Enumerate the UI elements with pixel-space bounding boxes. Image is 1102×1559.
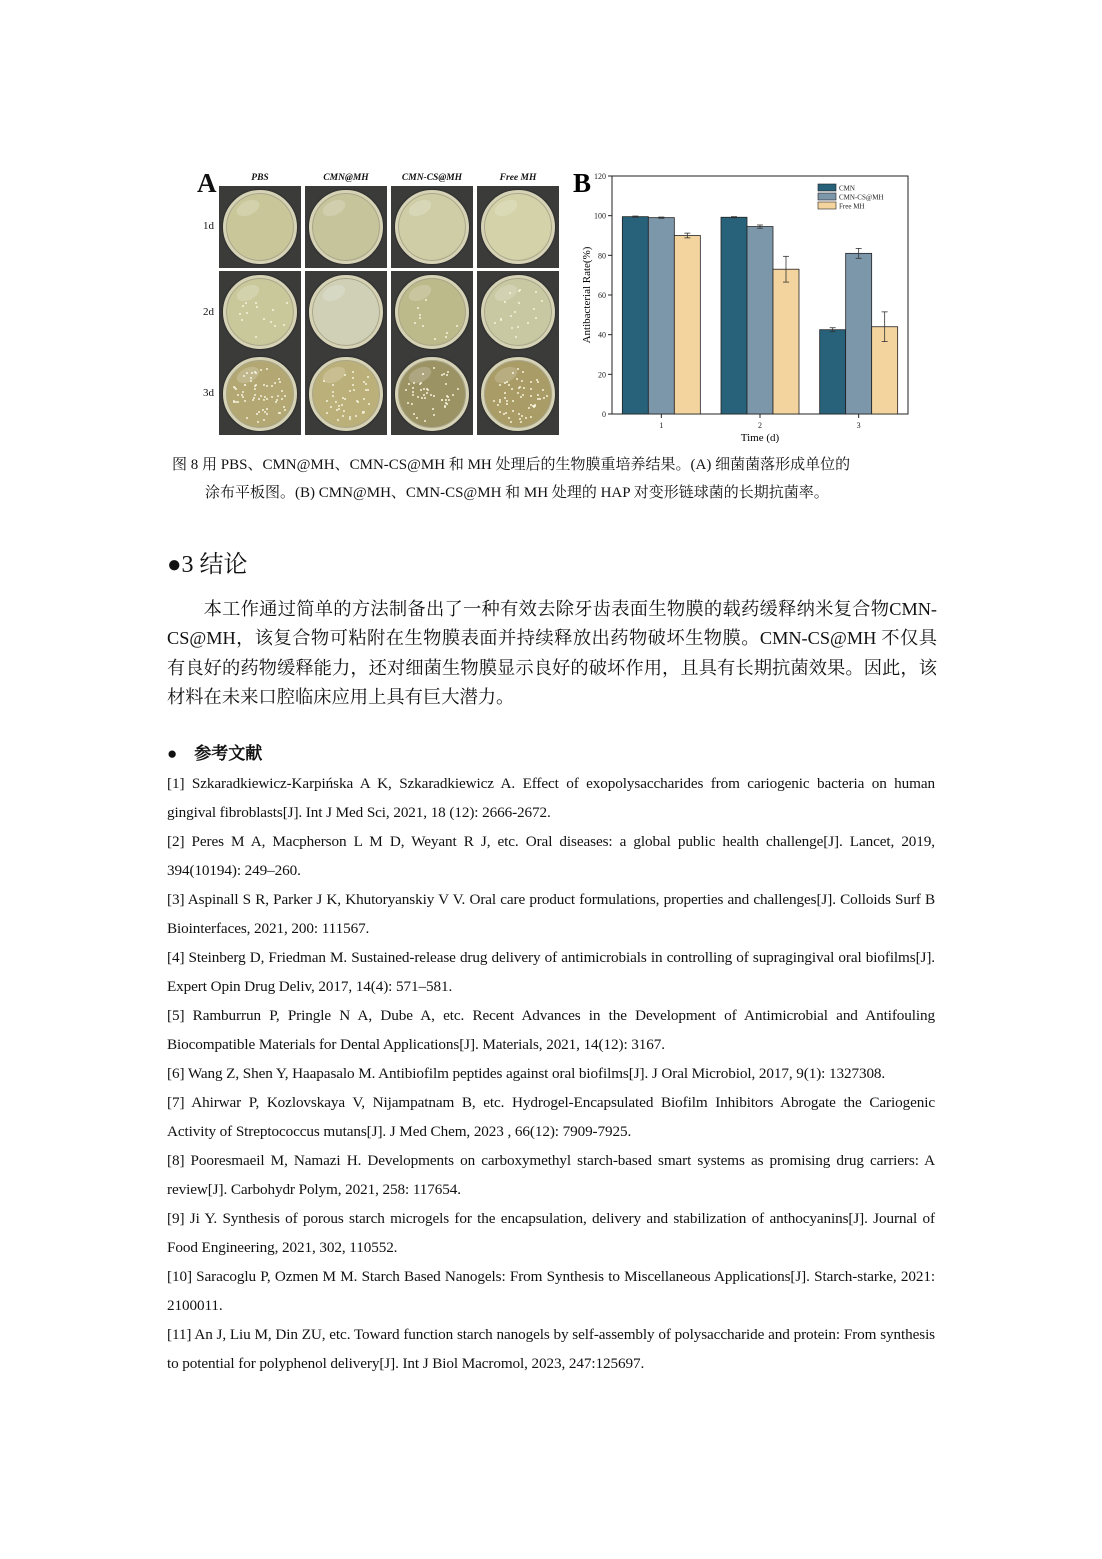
bacterial-colony: [255, 302, 257, 304]
bacterial-colony: [255, 384, 257, 386]
bacterial-colony: [433, 367, 435, 369]
bacterial-colony: [278, 378, 280, 380]
bacterial-colony: [506, 381, 508, 383]
bacterial-colony: [266, 385, 268, 387]
bacterial-colony: [263, 384, 265, 386]
bacterial-colony: [344, 374, 346, 376]
bacterial-colony: [521, 415, 523, 417]
row-label-3d: 3d: [203, 387, 214, 399]
reference-item: [3] Aspinall S R, Parker J K, Khutoryanskiy V V. Oral care product formulations, properties and challenges[J]. Colloids Surf B Biointerfaces, 2021, 200: 111567.: [167, 891, 935, 937]
bacterial-colony: [242, 396, 244, 398]
bacterial-colony: [263, 318, 265, 320]
bacterial-colony: [422, 325, 424, 327]
bar: [648, 218, 674, 414]
bacterial-colony: [433, 414, 435, 416]
petri-dish-image: [391, 186, 473, 268]
row-label-1d: 1d: [203, 220, 214, 232]
conclusion-paragraph: 本工作通过简单的方法制备出了一种有效去除牙齿表面生物膜的载药缓释纳米复合物CMN-CS@MH，该复合物可粘附在生物膜表面并持续释放出药物破坏生物膜。CMN-CS@MH 不仅具有良好的药物缓释能力，还对细菌生物膜显示良好的破坏作用，且具有长期抗菌效果。因此，该材料在未来口腔临床应用上具有巨大潜力。: [167, 599, 937, 707]
bacterial-colony: [411, 403, 413, 405]
y-tick-label: 120: [594, 172, 606, 181]
legend-label: Free MH: [839, 202, 865, 211]
column-label-cmn-mh: CMN@MH: [323, 173, 369, 183]
bacterial-colony: [407, 402, 409, 404]
references-heading: ● 参考文献: [167, 744, 263, 763]
bacterial-colony: [416, 417, 418, 419]
bacterial-colony: [352, 371, 354, 373]
reference-item: [4] Steinberg D, Friedman M. Sustained-release drug delivery of antimicrobials in controlling of supragingival oral biofilms[J]. Expert Opin Drug Deliv, 2017, 14(4): 571–581.: [167, 949, 935, 995]
figure-panel-a: [197, 168, 559, 436]
bacterial-colony: [279, 412, 281, 414]
bacterial-colony: [337, 419, 339, 421]
bacterial-colony: [260, 395, 262, 397]
bacterial-colony: [246, 312, 248, 314]
bacterial-colony: [262, 409, 264, 411]
x-tick-label: 1: [659, 421, 664, 430]
bacterial-colony: [408, 383, 410, 385]
bacterial-colony: [266, 413, 268, 415]
bacterial-colony: [284, 409, 286, 411]
bacterial-colony: [417, 307, 419, 309]
bacterial-colony: [256, 413, 258, 415]
bacterial-colony: [419, 317, 421, 319]
bacterial-colony: [446, 395, 448, 397]
bacterial-colony: [413, 382, 415, 384]
bacterial-colony: [510, 421, 512, 423]
petri-dish: [309, 275, 383, 349]
bacterial-colony: [457, 388, 459, 390]
bacterial-colony: [494, 322, 496, 324]
bacterial-colony: [445, 399, 447, 401]
bacterial-colony: [251, 372, 253, 374]
petri-dish-grid: [219, 186, 559, 436]
bacterial-colony: [254, 371, 256, 373]
bacterial-colony: [413, 413, 415, 415]
bacterial-colony: [250, 380, 252, 382]
petri-dish-image: [477, 353, 559, 435]
bacterial-colony: [445, 383, 447, 385]
bacterial-colony: [363, 381, 365, 383]
bacterial-colony: [246, 372, 248, 374]
bacterial-colony: [353, 389, 355, 391]
bacterial-colony: [241, 394, 243, 396]
bacterial-colony: [341, 404, 343, 406]
bacterial-colony: [504, 397, 506, 399]
bacterial-colony: [326, 412, 328, 414]
bacterial-colony: [517, 368, 519, 370]
bacterial-colony: [412, 387, 414, 389]
bacterial-colony: [255, 336, 257, 338]
bacterial-colony: [521, 380, 523, 382]
bacterial-colony: [446, 403, 448, 405]
bacterial-colony: [533, 308, 535, 310]
bacterial-colony: [342, 415, 344, 417]
petri-dish-image: [219, 186, 301, 268]
bacterial-colony: [277, 395, 279, 397]
bacterial-colony: [245, 302, 247, 304]
row-label-2d: 2d: [203, 306, 214, 318]
bacterial-colony: [323, 380, 325, 382]
bacterial-colony: [412, 391, 414, 393]
bacterial-colony: [512, 410, 514, 412]
bacterial-colony: [271, 385, 273, 387]
bacterial-colony: [243, 375, 245, 377]
reference-item: [9] Ji Y. Synthesis of porous starch microgels for the encapsulation, delivery and stabilization of anthocyanins[J]. Journal of Food Engineering, 2021, 302, 110552.: [167, 1210, 935, 1256]
bacterial-colony: [414, 322, 416, 324]
petri-dish-image: [219, 271, 301, 353]
bacterial-colony: [272, 309, 274, 311]
bacterial-colony: [349, 390, 351, 392]
bacterial-colony: [512, 400, 514, 402]
bacterial-colony: [444, 405, 446, 407]
bacterial-colony: [508, 417, 510, 419]
legend-label: CMN: [839, 184, 855, 193]
bar: [747, 227, 773, 414]
petri-dish-image: [391, 353, 473, 435]
bacterial-colony: [516, 378, 518, 380]
bacterial-colony: [330, 406, 332, 408]
bacterial-colony: [363, 398, 365, 400]
bacterial-colony: [493, 400, 495, 402]
bar: [674, 236, 700, 415]
bacterial-colony: [255, 372, 257, 374]
bacterial-colony: [522, 371, 524, 373]
bacterial-colony: [508, 384, 510, 386]
bacterial-colony: [417, 396, 419, 398]
bacterial-colony: [523, 387, 525, 389]
bacterial-colony: [537, 381, 539, 383]
reference-item: [6] Wang Z, Shen Y, Haapasalo M. Antibiofilm peptides against oral biofilms[J]. J Oral Microbiol, 2017, 9(1): 1327308.: [167, 1065, 886, 1082]
bacterial-colony: [517, 326, 519, 328]
bacterial-colony: [332, 384, 334, 386]
bacterial-colony: [367, 376, 369, 378]
bacterial-colony: [256, 306, 258, 308]
bacterial-colony: [541, 300, 543, 302]
figure-panel-b-chart: [560, 168, 920, 450]
bacterial-colony: [519, 418, 521, 420]
petri-dish: [395, 357, 469, 431]
bacterial-colony: [349, 416, 351, 418]
bacterial-colony: [434, 338, 436, 340]
bacterial-colony: [505, 412, 507, 414]
petri-dish: [395, 190, 469, 264]
petri-dish: [309, 190, 383, 264]
bacterial-colony: [266, 408, 268, 410]
bacterial-colony: [343, 410, 345, 412]
bacterial-colony: [432, 408, 434, 410]
bacterial-colony: [530, 395, 532, 397]
petri-dish: [223, 357, 297, 431]
bacterial-colony: [253, 397, 255, 399]
y-tick-label: 60: [598, 291, 606, 300]
figure-caption-line-2: 涂布平板图。(B) CMN@MH、CMN-CS@MH 和 MH 处理的 HAP 对变形链球菌的长期抗菌率。: [205, 485, 829, 501]
bar: [773, 269, 799, 414]
petri-dish-image: [219, 353, 301, 435]
bacterial-colony: [522, 394, 524, 396]
x-tick-label: 2: [758, 421, 762, 430]
column-label-cmn-cs-mh: CMN-CS@MH: [401, 173, 463, 183]
petri-dish: [481, 190, 555, 264]
bacterial-colony: [500, 318, 502, 320]
petri-dish-image: [305, 353, 387, 435]
bacterial-colony: [338, 408, 340, 410]
bacterial-colony: [237, 401, 239, 403]
bacterial-colony: [530, 416, 532, 418]
petri-dish: [223, 190, 297, 264]
bar: [820, 330, 846, 414]
bacterial-colony: [520, 421, 522, 423]
reference-item: [7] Ahirwar P, Kozlovskaya V, Nijampatnam B, etc. Hydrogel-Encapsulated Biofilm Inhibitors Abrogate the Cariogenic Activity of Streptococcus mutans[J]. J Med Chem, 2023 , 66(12): 7909-7925.: [167, 1094, 935, 1140]
bacterial-colony: [260, 369, 262, 371]
bacterial-colony: [514, 311, 516, 313]
legend-swatch: [818, 193, 836, 200]
bacterial-colony: [266, 398, 268, 400]
bacterial-colony: [456, 325, 458, 327]
bacterial-colony: [421, 397, 423, 399]
petri-dish-image: [305, 186, 387, 268]
reference-item: [8] Pooresmaeil M, Namazi H. Developments on carboxymethyl starch-based smart systems as promising drug carriers: A review[J]. Carbohydr Polym, 2021, 258: 117654.: [167, 1152, 935, 1198]
bar: [846, 253, 872, 414]
petri-dish: [223, 275, 297, 349]
bacterial-colony: [447, 371, 449, 373]
bacterial-colony: [367, 389, 369, 391]
bacterial-colony: [420, 389, 422, 391]
petri-dish: [309, 357, 383, 431]
legend-swatch: [818, 184, 836, 191]
bacterial-colony: [263, 419, 265, 421]
x-axis-label: Time (d): [740, 432, 780, 444]
bacterial-colony: [518, 290, 520, 292]
petri-dish: [395, 275, 469, 349]
reference-item: [5] Ramburrun P, Pringle N A, Dube A, etc. Recent Advances in the Development of Antimicrobial and Antifouling Biocompatible Materials for Dental Applications[J]. Materials, 2021, 14(12): 3167.: [167, 1007, 935, 1053]
bacterial-colony: [546, 395, 548, 397]
bacterial-colony: [352, 384, 354, 386]
bacterial-colony: [517, 392, 519, 394]
bacterial-colony: [446, 374, 448, 376]
y-tick-label: 80: [598, 251, 606, 261]
bacterial-colony: [271, 396, 273, 398]
bacterial-colony: [424, 397, 426, 399]
bacterial-colony: [543, 397, 545, 399]
column-label-free-mh: Free MH: [499, 173, 537, 183]
bacterial-colony: [365, 383, 367, 385]
panel-a-letter: A: [197, 168, 217, 198]
bacterial-colony: [405, 389, 407, 391]
y-tick-label: 100: [594, 211, 606, 221]
bacterial-colony: [283, 324, 285, 326]
x-tick-label: 3: [856, 421, 861, 430]
petri-dish: [481, 357, 555, 431]
bacterial-colony: [326, 400, 328, 402]
section-heading: ●3 结论: [167, 552, 248, 578]
bacterial-colony: [412, 394, 414, 396]
bacterial-colony: [241, 319, 243, 321]
bacterial-colony: [332, 395, 334, 397]
bacterial-colony: [254, 394, 256, 396]
y-axis-label: Antibacterial Rate(%): [581, 246, 593, 344]
bacterial-colony: [338, 405, 340, 407]
bacterial-colony: [281, 398, 283, 400]
bacterial-colony: [264, 396, 266, 398]
reference-item: [2] Peres M A, Macpherson L M D, Weyant R J, etc. Oral diseases: a global public health challenge[J]. Lancet, 2019, 394(10194): 249–260.: [167, 833, 935, 879]
bacterial-colony: [244, 384, 246, 386]
petri-dish-image: [391, 271, 473, 353]
bacterial-colony: [368, 403, 370, 405]
bacterial-colony: [530, 388, 532, 390]
bacterial-colony: [519, 386, 521, 388]
bacterial-colony: [520, 396, 522, 398]
petri-dish-image: [305, 271, 387, 353]
bacterial-colony: [233, 400, 235, 402]
bacterial-colony: [237, 394, 239, 396]
bacterial-colony: [355, 415, 357, 417]
bacterial-colony: [258, 411, 260, 413]
legend-swatch: [818, 202, 836, 209]
bacterial-colony: [518, 302, 520, 304]
bacterial-colony: [420, 382, 422, 384]
bacterial-colony: [537, 394, 539, 396]
petri-dish-image: [477, 186, 559, 268]
bacterial-colony: [242, 305, 244, 307]
bacterial-colony: [535, 291, 537, 293]
bacterial-colony: [528, 407, 530, 409]
bacterial-colony: [504, 392, 506, 394]
bacterial-colony: [445, 336, 447, 338]
reference-item: [10] Saracoglu P, Ozmen M M. Starch Based Nanogels: From Synthesis to Miscellaneous Applications[J]. Starch-starke, 2021: 2100011.: [167, 1268, 935, 1314]
bacterial-colony: [423, 388, 425, 390]
bacterial-colony: [274, 382, 276, 384]
reference-item: [11] An J, Liu M, Din ZU, etc. Toward function starch nanogels by self-assembly of polysaccharide and protein: From synthesis to potential for polyphenol delivery[J]. Int J Biol Macromol, 2023, 247:125697.: [167, 1326, 935, 1372]
bacterial-colony: [266, 368, 268, 370]
bacterial-colony: [357, 401, 359, 403]
bacterial-colony: [252, 399, 254, 401]
bacterial-colony: [335, 401, 337, 403]
bacterial-colony: [270, 321, 272, 323]
reference-item: [1] Szkaradkiewicz-Karpińska A K, Szkaradkiewicz A. Effect of exopolysaccharides from cariogenic bacteria on human gingival fibroblasts[J]. Int J Med Sci, 2021, 18 (12): 2666-2672.: [167, 775, 935, 821]
bacterial-colony: [542, 389, 544, 391]
bacterial-colony: [499, 384, 501, 386]
bacterial-colony: [499, 401, 501, 403]
bacterial-colony: [515, 336, 517, 338]
bacterial-colony: [511, 327, 513, 329]
bacterial-colony: [422, 373, 424, 375]
bacterial-colony: [443, 373, 445, 375]
figure-caption-line-1: 图 8 用 PBS、CMN@MH、CMN-CS@MH 和 MH 处理后的生物膜重培养结果。(A) 细菌菌落形成单位的: [172, 457, 851, 473]
bacterial-colony: [497, 404, 499, 406]
bacterial-colony: [530, 381, 532, 383]
bacterial-colony: [452, 394, 454, 396]
bacterial-colony: [257, 421, 259, 423]
y-tick-label: 40: [598, 330, 606, 340]
y-tick-label: 20: [598, 370, 606, 380]
bacterial-colony: [244, 400, 246, 402]
bacterial-colony: [250, 377, 252, 379]
bacterial-colony: [433, 395, 435, 397]
bacterial-colony: [332, 391, 334, 393]
bacterial-colony: [500, 319, 502, 321]
bacterial-colony: [426, 392, 428, 394]
bacterial-colony: [441, 399, 443, 401]
legend-label: CMN-CS@MH: [839, 193, 884, 202]
bacterial-colony: [425, 299, 427, 301]
bacterial-colony: [344, 398, 346, 400]
petri-dish: [481, 275, 555, 349]
bacterial-colony: [506, 403, 508, 405]
bacterial-colony: [281, 390, 283, 392]
bacterial-colony: [448, 399, 450, 401]
bacterial-colony: [509, 292, 511, 294]
bacterial-colony: [239, 313, 241, 315]
bacterial-colony: [512, 372, 514, 374]
bacterial-colony: [510, 315, 512, 317]
y-tick-label: 0: [602, 410, 606, 419]
bacterial-colony: [525, 417, 527, 419]
bacterial-colony: [499, 411, 501, 413]
panel-b-letter: B: [573, 168, 592, 198]
bacterial-colony: [352, 377, 354, 379]
bacterial-colony: [504, 301, 506, 303]
bacterial-colony: [424, 420, 426, 422]
bacterial-colony: [254, 388, 256, 390]
bacterial-colony: [258, 398, 260, 400]
bacterial-colony: [279, 381, 281, 383]
bacterial-colony: [283, 406, 285, 408]
bar: [622, 217, 648, 414]
bacterial-colony: [539, 398, 541, 400]
bacterial-colony: [527, 322, 529, 324]
bacterial-colony: [534, 405, 536, 407]
bacterial-colony: [263, 399, 265, 401]
bacterial-colony: [349, 418, 351, 420]
bacterial-colony: [511, 388, 513, 390]
bacterial-colony: [441, 374, 443, 376]
reference-list: [167, 769, 935, 1378]
bacterial-colony: [427, 389, 429, 391]
bacterial-colony: [535, 317, 537, 319]
bar: [721, 217, 747, 414]
bacterial-colony: [286, 302, 288, 304]
column-label-pbs: PBS: [251, 173, 269, 183]
bacterial-colony: [446, 332, 448, 334]
petri-dish-image: [477, 271, 559, 353]
bacterial-colony: [274, 325, 276, 327]
bacterial-colony: [284, 395, 286, 397]
bacterial-colony: [242, 391, 244, 393]
bacterial-colony: [518, 413, 520, 415]
bacterial-colony: [246, 417, 248, 419]
